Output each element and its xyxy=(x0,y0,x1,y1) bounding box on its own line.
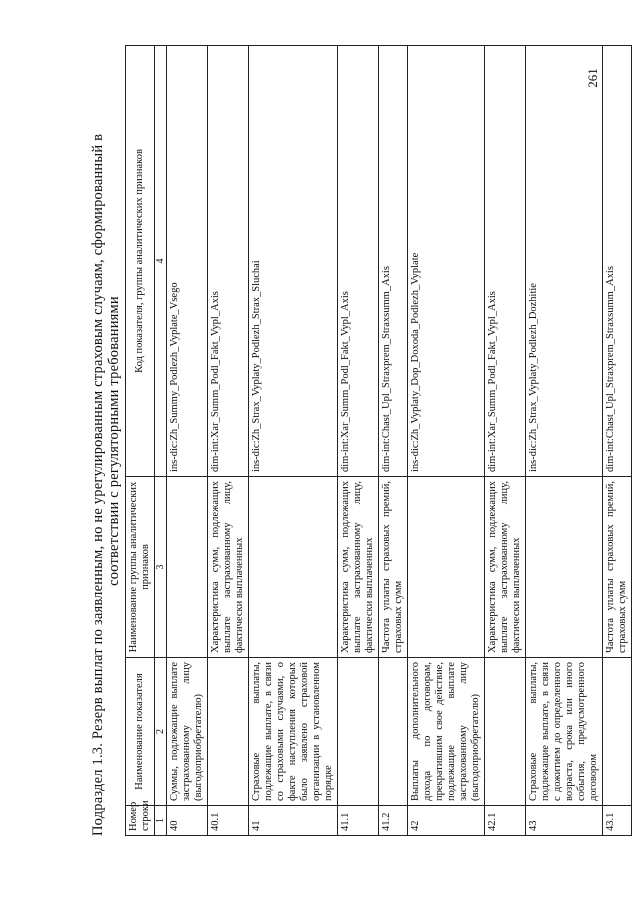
table-row xyxy=(603,46,632,836)
table-row xyxy=(167,46,208,836)
indicator-name xyxy=(485,658,526,806)
table-row xyxy=(338,46,379,836)
rotated-page-content xyxy=(90,46,632,836)
heading-line-1: Подраздел 1.3. Резерв выплат по заявленным, но не урегулированным страховым случаям, сформированный в xyxy=(90,133,106,836)
indicator-code: dim-int:Xar_Summ_Podl_Fakt_Vypl_Axis xyxy=(208,46,249,477)
group-name xyxy=(249,477,338,658)
table-row xyxy=(526,46,603,836)
row-number: 43.1 xyxy=(603,806,632,836)
indicator-name: Суммы, подлежащие выплате застрахованному лицу (выгодоприобретателю) xyxy=(167,658,208,806)
table-row xyxy=(485,46,526,836)
header-code: Код показателя, группы аналитических признаков xyxy=(126,46,155,477)
table-row xyxy=(379,46,408,836)
group-name: Характеристика сумм, подлежащих выплате застрахованному лицу, фактически выплаченных xyxy=(208,477,249,658)
group-name xyxy=(408,477,485,658)
row-number: 40.1 xyxy=(208,806,249,836)
header-group-name: Наименование группы аналитических признаков xyxy=(126,477,155,658)
table-row xyxy=(249,46,338,836)
indicator-code: dim-int:Chast_Upl_Straxprem_Straxsumm_Axis xyxy=(603,46,632,477)
column-number: 3 xyxy=(155,477,167,658)
table-header-row xyxy=(126,46,155,836)
heading-line-2: соответствии с регуляторными требованиями xyxy=(106,296,122,586)
column-number-row xyxy=(155,46,167,836)
group-name xyxy=(526,477,603,658)
header-row-number: Номер строки xyxy=(126,806,155,836)
row-number: 42 xyxy=(408,806,485,836)
indicator-code: ins-dic:Zh_Vyplaty_Dop_Doxoda_Podlezh_Vyplate xyxy=(408,46,485,477)
group-name: Характеристика сумм, подлежащих выплате застрахованному лицу, фактически выплаченных xyxy=(485,477,526,658)
indicator-code: dim-int:Xar_Summ_Podl_Fakt_Vypl_Axis xyxy=(485,46,526,477)
indicators-table xyxy=(125,45,632,836)
indicator-name xyxy=(379,658,408,806)
row-number: 43 xyxy=(526,806,603,836)
indicator-name: Страховые выплаты, подлежащие выплате, в связи с дожитием до определенного возраста, срока или иного события, предусмотренного договором xyxy=(526,658,603,806)
indicator-code: ins-dic:Zh_Summy_Podlezh_Vyplate_Vsego xyxy=(167,46,208,477)
indicator-name: Выплаты дополнительного дохода по договорам, прекратившим свое действие, подлежащие выплате застрахованному лицу (выгодоприобретателю) xyxy=(408,658,485,806)
group-name xyxy=(167,477,208,658)
indicator-code: dim-int:Chast_Upl_Straxprem_Straxsumm_Axis xyxy=(379,46,408,477)
row-number: 40 xyxy=(167,806,208,836)
section-heading xyxy=(90,46,122,836)
column-number: 4 xyxy=(155,46,167,477)
table-row xyxy=(408,46,485,836)
indicator-code: ins-dic:Zh_Strax_Vyplaty_Podlezh_Dozhitie xyxy=(526,46,603,477)
indicator-name xyxy=(603,658,632,806)
group-name: Характеристика сумм, подлежащих выплате застрахованному лицу, фактически выплаченных xyxy=(338,477,379,658)
row-number: 41.1 xyxy=(338,806,379,836)
indicator-name: Страховые выплаты, подлежащие выплате, в связи со страховыми случаями, о факте наступления которых было заявлено страховой организации в установленном порядке xyxy=(249,658,338,806)
row-number: 42.1 xyxy=(485,806,526,836)
indicator-name xyxy=(208,658,249,806)
column-number: 1 xyxy=(155,806,167,836)
indicator-code: ins-dic:Zh_Strax_Vyplaty_Podlezh_Strax_Sluchai xyxy=(249,46,338,477)
indicator-code: dim-int:Xar_Summ_Podl_Fakt_Vypl_Axis xyxy=(338,46,379,477)
table-row xyxy=(208,46,249,836)
group-name: Частота уплаты страховых премий, страховых сумм xyxy=(603,477,632,658)
column-number: 2 xyxy=(155,658,167,806)
row-number: 41 xyxy=(249,806,338,836)
indicator-name xyxy=(338,658,379,806)
page-number: 261 xyxy=(584,68,600,88)
row-number: 41.2 xyxy=(379,806,408,836)
header-indicator-name: Наименование показателя xyxy=(126,658,155,806)
group-name: Частота уплаты страховых премий, страховых сумм xyxy=(379,477,408,658)
